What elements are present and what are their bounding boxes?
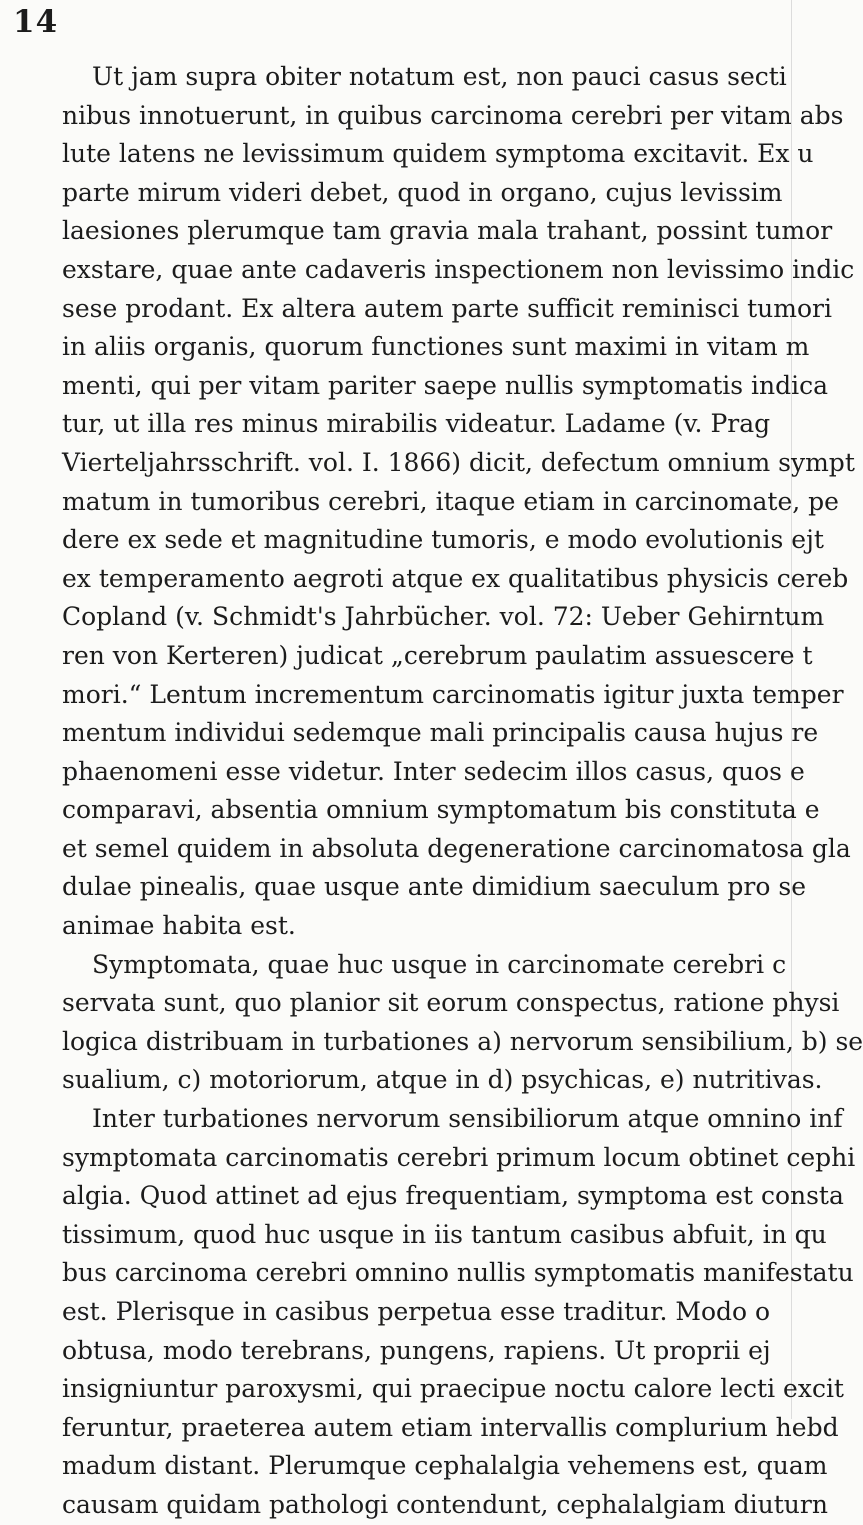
text-line: algia. Quod attinet ad ejus frequentiam, symptoma est consta	[62, 1181, 844, 1211]
text-line: tur, ut illa res minus mirabilis videatur. Ladame (v. Prag	[62, 409, 771, 439]
text-line: feruntur, praeterea autem etiam intervallis complurium hebd	[62, 1412, 839, 1442]
text-line: insigniuntur paroxysmi, qui praecipue noctu calore lecti excit	[62, 1374, 844, 1404]
text-line: est. Plerisque in casibus perpetua esse traditur. Modo o	[62, 1297, 771, 1326]
text-line: menti, qui per vitam pariter saepe nullis symptomatis indica	[62, 370, 829, 400]
text-line: ren von Kerteren) judicat „cerebrum paulatim assuescere t	[62, 640, 813, 670]
text-line: obtusa, modo terebrans, pungens, rapiens. Ut proprii ej	[62, 1335, 771, 1365]
text-line: Vierteljahrsschrift. vol. I. 1866) dicit, defectum omnium sympt	[62, 447, 855, 477]
text-line: servata sunt, quo planior sit eorum conspectus, ratione physi	[62, 988, 840, 1018]
text-line: Copland (v. Schmidt's Jahrbücher. vol. 72: Ueber Gehirntum	[62, 602, 825, 632]
text-line: lute latens ne levissimum quidem symptoma excitavit. Ex u	[62, 139, 814, 169]
text-line: dulae pinealis, quae usque ante dimidium saeculum pro se	[62, 872, 806, 902]
page-number: 14	[13, 4, 59, 40]
text-line: bus carcinoma cerebri omnino nullis symptomatis manifestatu	[62, 1258, 854, 1288]
text-line: symptomata carcinomatis cerebri primum locum obtinet cephi	[62, 1142, 856, 1172]
text-line: exstare, quae ante cadaveris inspectionem non levissimo indic	[62, 254, 855, 284]
text-line: Ut jam supra obiter notatum est, non pauci casus secti	[92, 62, 787, 91]
text-line: phaenomeni esse videtur. Inter sedecim illos casus, quos e	[62, 756, 805, 786]
paragraph	[62, 58, 855, 946]
text-line: mentum individui sedemque mali principalis causa hujus re	[62, 718, 819, 748]
text-line: causam quidam pathologi contendunt, cephalalgiam diuturn	[62, 1489, 828, 1519]
text-line: Inter turbationes nervorum sensibiliorum atque omnino inf	[92, 1104, 843, 1134]
paragraph	[62, 946, 863, 1525]
text-line: tissimum, quod huc usque in iis tantum casibus abfuit, in qu	[62, 1219, 827, 1249]
text-line: animae habita est.	[62, 911, 296, 941]
text-line: ex temperamento aegroti atque ex qualitatibus physicis cereb	[62, 563, 849, 593]
text-line: in aliis organis, quorum functiones sunt maximi in vitam m	[62, 332, 810, 362]
text-line: et semel quidem in absoluta degeneratione carcinomatosa gla	[62, 833, 851, 863]
text-line: Symptomata, quae huc usque in carcinomate cerebri c	[92, 949, 787, 979]
text-line: comparavi, absentia omnium symptomatum bis constituta e	[62, 795, 820, 825]
text-line: dere ex sede et magnitudine tumoris, e modo evolutionis ejt	[62, 525, 824, 555]
text-line: matum in tumoribus cerebri, itaque etiam in carcinomate, pe	[62, 486, 839, 516]
text-line: parte mirum videri debet, quod in organo, cujus levissim	[62, 177, 783, 207]
text-line: madum distant. Plerumque cephalalgia vehemens est, quam	[62, 1451, 828, 1481]
text-line: logica distribuam in turbationes a) nervorum sensibilium, b) se	[62, 1026, 863, 1056]
body-text	[62, 58, 863, 1525]
text-line: sese prodant. Ex altera autem parte sufficit reminisci tumori	[62, 293, 832, 323]
text-line: laesiones plerumque tam gravia mala trahant, possint tumor	[62, 216, 833, 246]
text-line: mori.“ Lentum incrementum carcinomatis igitur juxta temper	[62, 679, 844, 709]
text-line: sualium, c) motoriorum, atque in d) psychicas, e) nutritivas.	[62, 1065, 823, 1095]
text-line: nibus innotuerunt, in quibus carcinoma cerebri per vitam abs	[62, 100, 844, 130]
